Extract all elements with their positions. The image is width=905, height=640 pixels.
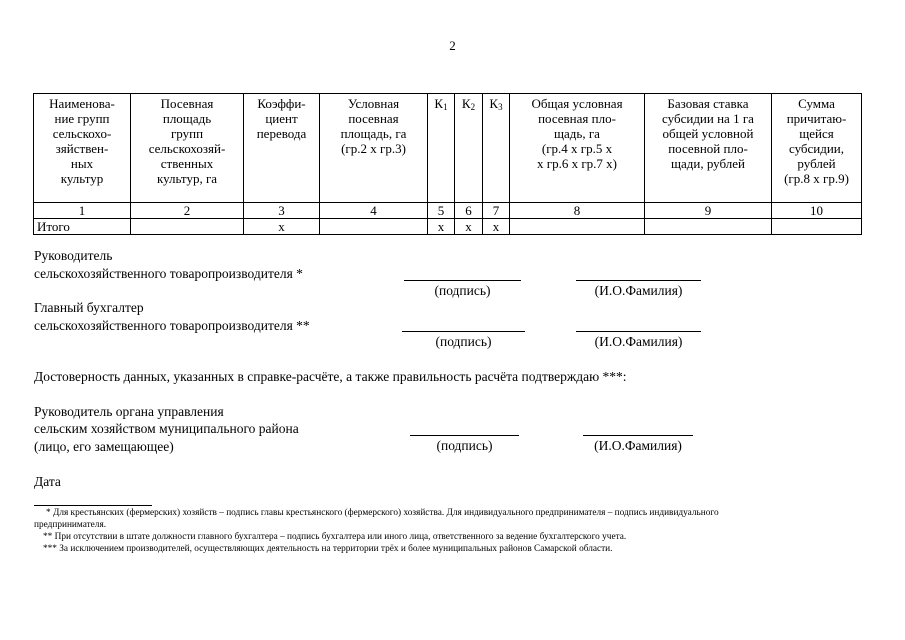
- footnote-1-continuation: предпринимателя.: [34, 520, 107, 530]
- authority-signature-caption: (подпись): [436, 438, 493, 453]
- authority-label-deputy: (лицо, его замещающее): [34, 439, 174, 454]
- date-label: Дата: [34, 474, 61, 489]
- authority-label: Руководитель органа управления: [34, 404, 224, 419]
- accountant-label: Главный бухгалтер: [34, 300, 144, 315]
- head-signature-caption: (подпись): [434, 283, 491, 298]
- header-cell: Условная посевная площадь, га (гр.2 х гр.3): [320, 94, 428, 203]
- column-numbers-row: [34, 203, 862, 219]
- accountant-name-line[interactable]: [576, 331, 701, 332]
- total-row: [34, 219, 862, 235]
- total-cell: х: [244, 219, 320, 235]
- header-cell: Наименова- ние групп сельскохо- зяйствен- ных культур: [34, 94, 131, 203]
- column-number: 9: [645, 203, 772, 219]
- header-cell: $К_1$: [428, 94, 455, 203]
- head-signature-line[interactable]: [404, 280, 521, 281]
- total-cell: [510, 219, 645, 235]
- header-cell: $К_3$: [483, 94, 510, 203]
- column-number: 10: [772, 203, 862, 219]
- total-cell: [645, 219, 772, 235]
- confirmation-text: Достоверность данных, указанных в справке-расчёте, а также правильность расчёта подтверждаю ***:: [34, 369, 627, 384]
- column-number: 1: [34, 203, 131, 219]
- head-label: Руководитель: [34, 248, 113, 263]
- header-cell: $К_2$: [455, 94, 483, 203]
- total-cell: х: [455, 219, 483, 235]
- column-number: 4: [320, 203, 428, 219]
- footnote-1: * Для крестьянских (фермерских) хозяйств – подпись главы крестьянского (фермерского) хозяйства. Для индивидуального предпринимателя – подпись индивидуального: [46, 508, 719, 518]
- column-number: 8: [510, 203, 645, 219]
- header-cell: Базовая ставка субсидии на 1 га общей условной посевной пло- щади, рублей: [645, 94, 772, 203]
- authority-signature-line[interactable]: [410, 435, 519, 436]
- head-name-line[interactable]: [576, 280, 701, 281]
- header-cell: Общая условная посевная пло- щадь, га (гр.4 х гр.5 х х гр.6 х гр.7 х): [510, 94, 645, 203]
- table-header-row: [34, 94, 862, 203]
- authority-name-caption: (И.О.Фамилия): [594, 438, 682, 453]
- column-number: 3: [244, 203, 320, 219]
- total-label: Итого: [34, 219, 131, 235]
- accountant-signature-caption: (подпись): [435, 334, 492, 349]
- column-number: 7: [483, 203, 510, 219]
- head-label-org: сельскохозяйственного товаропроизводителя *: [34, 266, 303, 281]
- footnote-separator: [34, 505, 152, 506]
- total-cell: [772, 219, 862, 235]
- head-name-caption: (И.О.Фамилия): [594, 283, 683, 298]
- page-number: 2: [449, 38, 456, 53]
- column-number: 2: [131, 203, 244, 219]
- footnote-2: ** При отсутствии в штате должности главного бухгалтера – подпись бухгалтера или иного лица, ответственного за ведение бухгалтерского учета.: [43, 532, 627, 542]
- total-cell: х: [428, 219, 455, 235]
- column-number: 5: [428, 203, 455, 219]
- footnote-3: *** За исключением производителей, осуществляющих деятельность на территории трёх и более муниципальных районов Самарской области.: [43, 544, 613, 554]
- authority-name-line[interactable]: [583, 435, 693, 436]
- header-cell: Сумма причитаю- щейся субсидии, рублей (гр.8 х гр.9): [772, 94, 862, 203]
- total-cell: [131, 219, 244, 235]
- authority-label-district: сельским хозяйством муниципального района: [34, 421, 299, 436]
- accountant-signature-line[interactable]: [402, 331, 525, 332]
- total-cell: [320, 219, 428, 235]
- total-cell: х: [483, 219, 510, 235]
- header-cell: Коэффи- циент перевода: [244, 94, 320, 203]
- column-number: 6: [455, 203, 483, 219]
- accountant-name-caption: (И.О.Фамилия): [594, 334, 683, 349]
- subsidy-calculation-table: [33, 93, 862, 235]
- accountant-label-org: сельскохозяйственного товаропроизводителя **: [34, 318, 310, 333]
- header-cell: Посевная площадь групп сельскохозяй- ственных культур, га: [131, 94, 244, 203]
